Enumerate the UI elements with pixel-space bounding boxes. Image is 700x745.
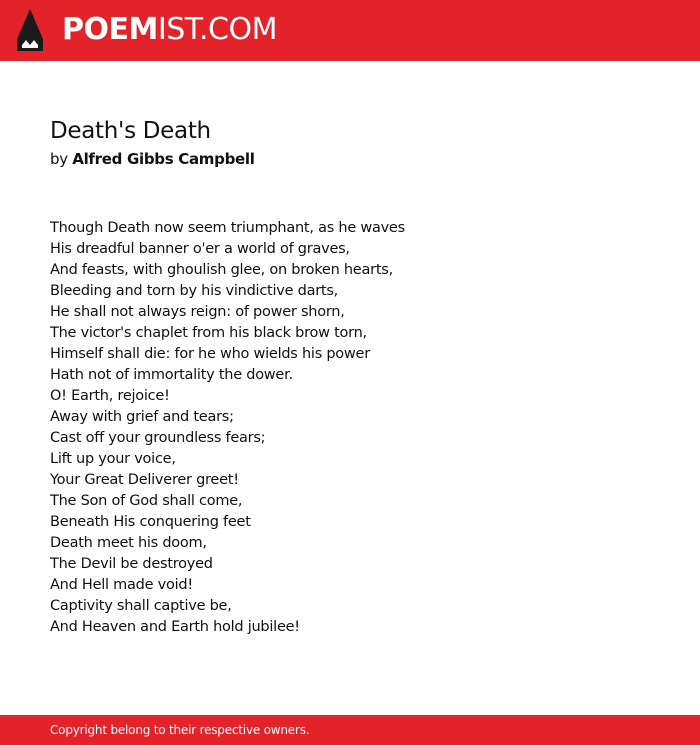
by-label: by [50,150,68,168]
logo-light-text: IST.COM [157,12,277,47]
poem-line: And feasts, with ghoulish glee, on broken hearts, [50,262,393,278]
poem-body [50,218,650,638]
site-footer [0,715,700,745]
poem-line: Your Great Deliverer greet! [50,472,239,488]
site-header [0,0,700,61]
logo-strong-text: POEM [62,12,158,47]
poem-line: Cast off your groundless fears; [50,430,266,446]
poem-line: His dreadful banner o'er a world of graves, [50,241,350,257]
poem-line: The Son of God shall come, [50,493,243,509]
poem-line: O! Earth, rejoice! [50,388,170,404]
poem-line: Hath not of immortality the dower. [50,367,293,383]
poem-title: Death's Death [50,118,211,144]
byline [50,148,650,170]
poem-line: Beneath His conquering feet [50,514,251,530]
site-logo[interactable] [62,12,277,48]
poem-line: Though Death now seem triumphant, as he waves [50,220,405,236]
poem-line: The victor's chaplet from his black brow torn, [50,325,367,341]
poem-line: Himself shall die: for he who wields his power [50,346,370,362]
copyright-text: Copyright belong to their respective owners. [50,723,310,737]
poem-line: Away with grief and tears; [50,409,234,425]
poem-line: The Devil be destroyed [50,556,213,572]
pencil-tip-icon[interactable] [17,9,43,51]
poem-line: And Heaven and Earth hold jubilee! [50,619,300,635]
poem-line: Captivity shall captive be, [50,598,232,614]
poem-line: Lift up your voice, [50,451,176,467]
poem-header [50,115,650,170]
poem-line: Death meet his doom, [50,535,207,551]
poem-line: And Hell made void! [50,577,193,593]
poem-line: He shall not always reign: of power shorn, [50,304,345,320]
poem-line: Bleeding and torn by his vindictive darts, [50,283,339,299]
author-name: Alfred Gibbs Campbell [72,150,255,168]
